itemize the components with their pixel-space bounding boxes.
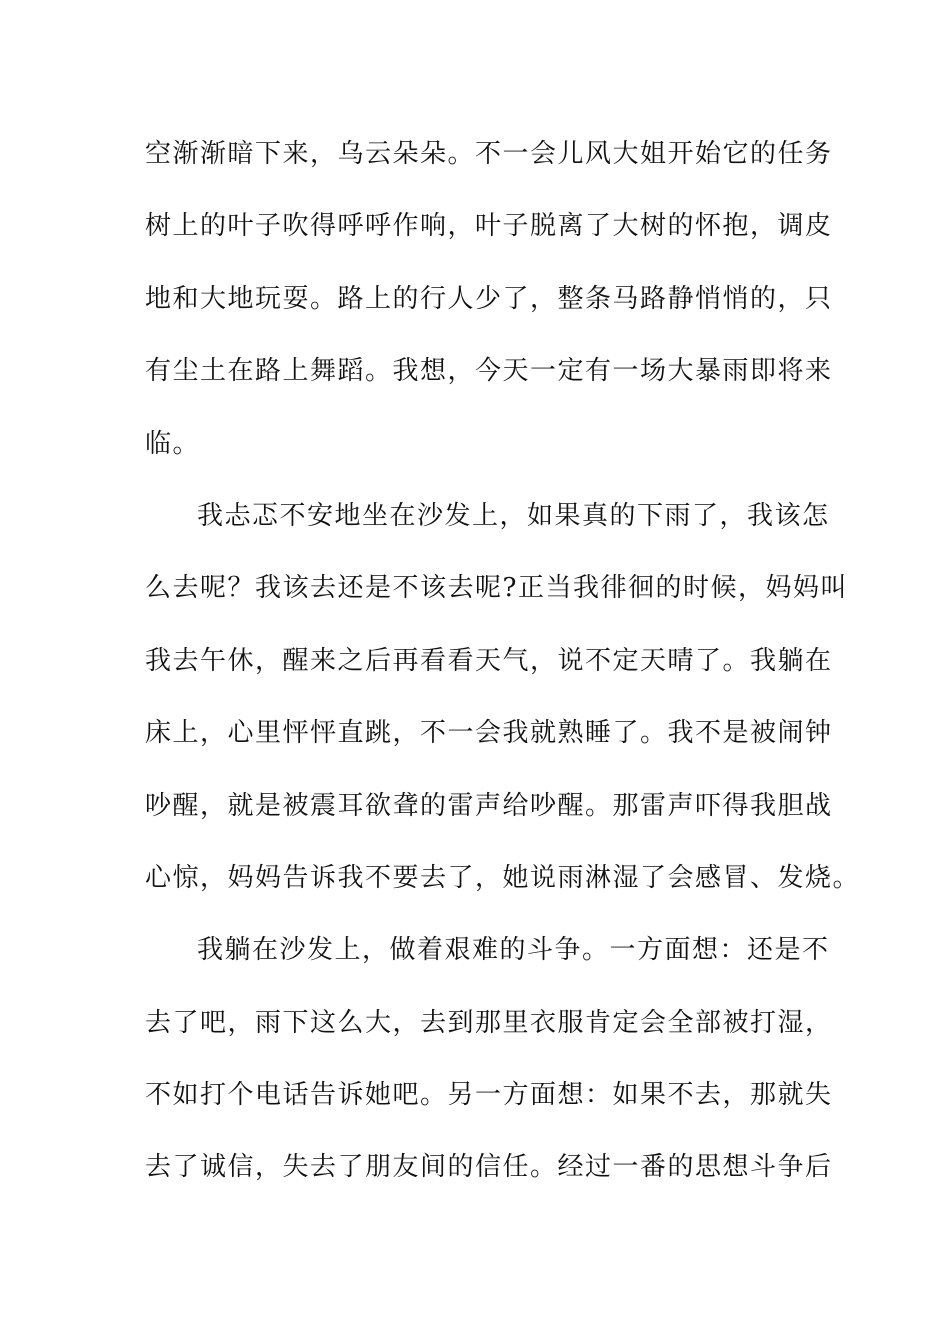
text-line: 地和大地玩耍。路上的行人少了，整条马路静悄悄的，只 — [145, 283, 833, 314]
paragraph-start-line: 我躺在沙发上，做着艰难的斗争。一方面想：还是不 — [197, 935, 830, 966]
paragraph-start-line: 我忐忑不安地坐在沙发上，如果真的下雨了，我该怎 — [197, 500, 830, 531]
text-line: 去了吧，雨下这么大，去到那里衣服肯定会全部被打湿， — [145, 1007, 833, 1038]
text-line: 不如打个电话告诉她吧。另一方面想：如果不去，那就失 — [145, 1080, 833, 1111]
body-text — [145, 124, 861, 1210]
text-line: 去了诚信，失去了朋友间的信任。经过一番的思想斗争后 — [145, 1152, 833, 1183]
text-line: 临。 — [145, 428, 201, 459]
text-line: 吵醒，就是被震耳欲聋的雷声给吵醒。那雷声吓得我胆战 — [145, 790, 833, 821]
text-line: 空渐渐暗下来，乌云朵朵。不一会儿风大姐开始它的任务 — [145, 139, 833, 169]
text-line: 心惊，妈妈告诉我不要去了，她说雨淋湿了会感冒、发烧。 — [145, 862, 861, 893]
text-line: 床上，心里怦怦直跳，不一会我就熟睡了。我不是被闹钟 — [145, 718, 833, 749]
text-line: 有尘土在路上舞蹈。我想，今天一定有一场大暴雨即将来 — [145, 356, 833, 387]
text-line: 么去呢？我该去还是不该去呢?正当我徘徊的时候，妈妈叫 — [145, 573, 848, 604]
text-line: 我去午休，醒来之后再看看天气，说不定天晴了。我躺在 — [145, 645, 833, 676]
text-line: 树上的叶子吹得呼呼作响，叶子脱离了大树的怀抱，调皮 — [145, 211, 833, 242]
